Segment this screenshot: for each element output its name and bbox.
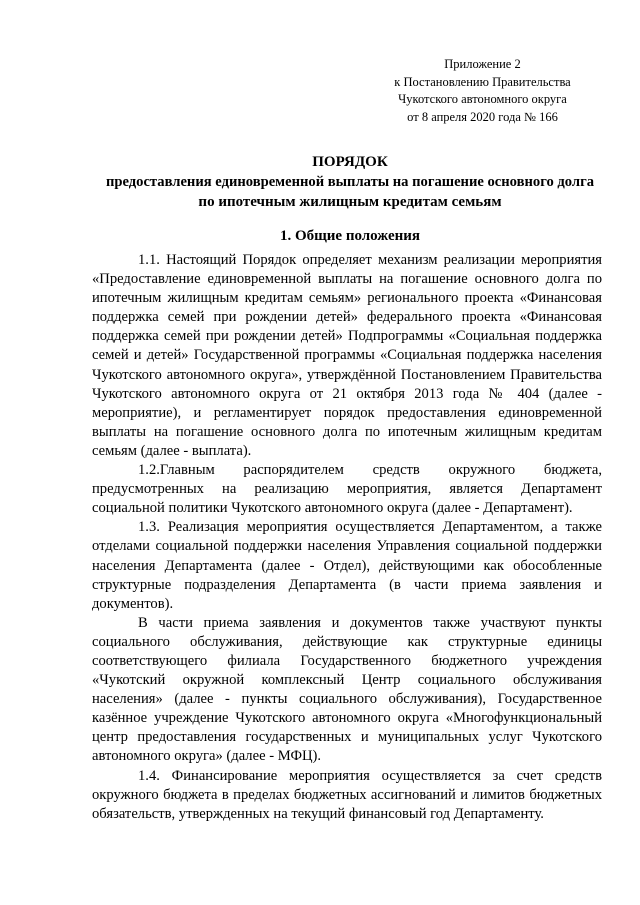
- paragraph: 1.4. Финансирование мероприятия осуществляется за счет средств окружного бюджета в пределах бюджетных ассигнований и лимитов бюджетных обязательств, утвержденных на текущий финансовый год Департаменту.: [92, 767, 602, 822]
- paragraph: 1.1. Настоящий Порядок определяет механизм реализации мероприятия «Предоставление единовременной выплаты на погашение основного долга по ипотечным жилищным кредитам семьям» регионального проекта «Финансовая поддержка семей при рождении детей» федерального проекта «Финансовая поддержка семей при рождении детей» Подпрограммы «Социальная поддержка семей и детей» Государственной программы «Социальная поддержка населения Чукотского автономного округа», утверждённой Постановлением Правительства Чукотского автономного округа от 21 октября 2013 года № 404 (далее - мероприятие), и регламентирует порядок предоставления единовременной выплаты на погашение основного долга по ипотечным жилищным кредитам семьям (далее - выплата).: [92, 252, 602, 459]
- annex-line: к Постановлению Правительства: [394, 74, 571, 89]
- annex-block: [375, 56, 590, 126]
- annex-line: Чукотского автономного округа: [398, 92, 567, 106]
- paragraph: В части приема заявления и документов также участвуют пункты социального обслуживания, действующие как структурные единицы соответствующего филиала Государственного бюджетного учреждения «Чукотский окружной комплексный Центр социального обслуживания населения» (далее - пункты социального обслуживания), Государственное казённое учреждение Чукотского автономного округа «Многофункциональный центр предоставления государственных и муниципальных услуг Чукотского автономного округа» (далее - МФЦ).: [92, 614, 602, 765]
- document-title: ПОРЯДОК: [312, 154, 388, 170]
- document-subtitle-line: предоставления единовременной выплаты на погашение основного долга: [105, 174, 595, 190]
- section-heading: 1. Общие положения: [279, 228, 421, 244]
- annex-line: от 8 апреля 2020 года № 166: [407, 109, 558, 124]
- document-body: [92, 251, 602, 824]
- document-subtitle-line: по ипотечным жилищным кредитам семьям: [198, 194, 502, 210]
- paragraph: 1.3. Реализация мероприятия осуществляется Департаментом, а также отделами социальной поддержки населения Управления социальной поддержки населения Департамента (далее - Отдел), действующими как обособленные структурные подразделения Департамента (в части приема заявления и документов).: [92, 519, 602, 612]
- paragraph: 1.2.Главным распорядителем средств окружного бюджета, предусмотренных на реализацию мероприятия, является Департамент социальной политики Чукотского автономного округа (далее - Департамент).: [92, 462, 602, 517]
- annex-line: Приложение 2: [444, 57, 521, 71]
